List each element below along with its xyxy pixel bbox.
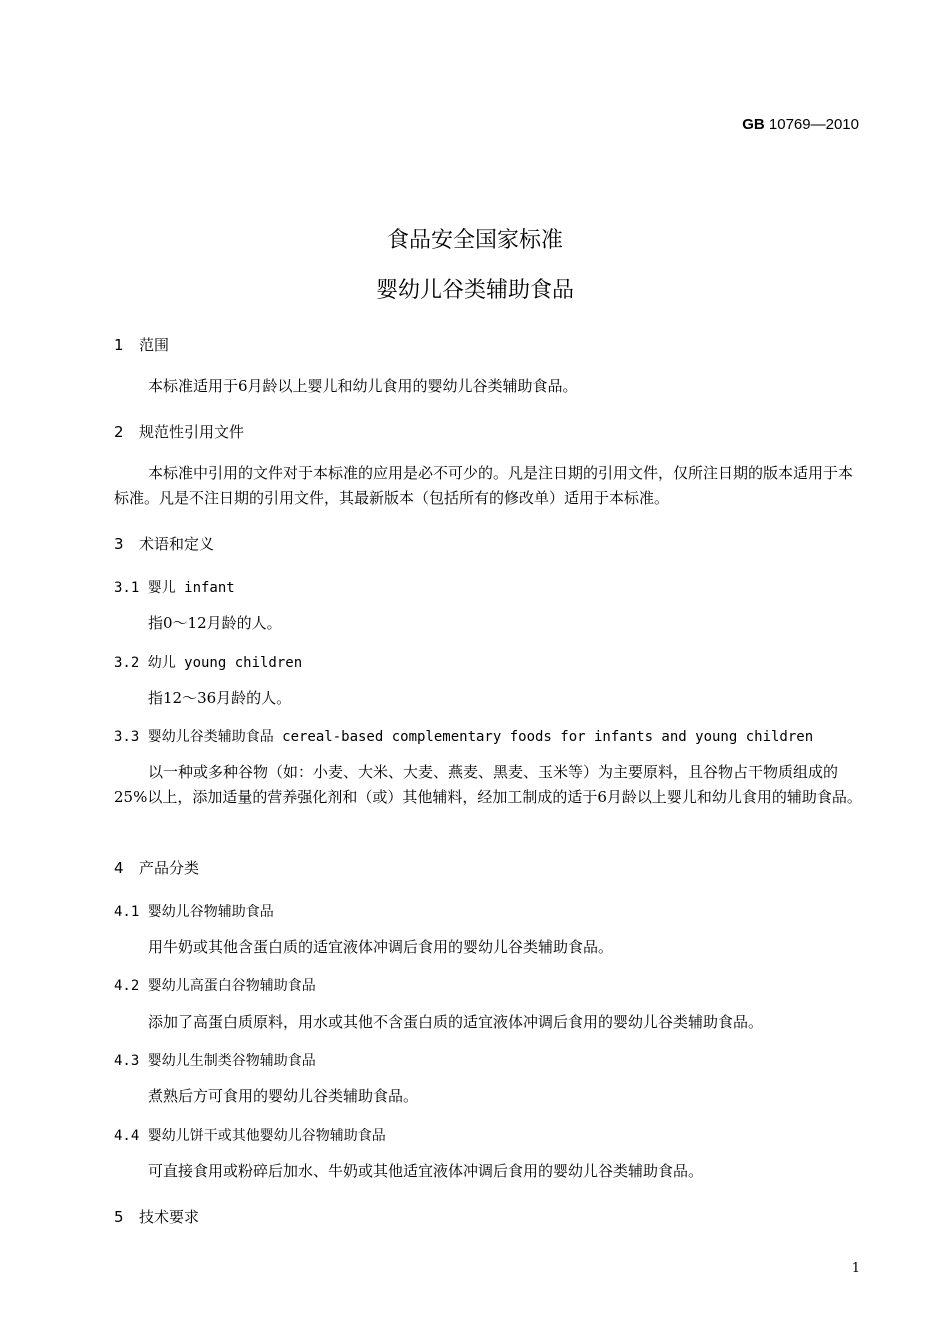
section-3-3-text: 以一种或多种谷物（如：小麦、大米、大麦、燕麦、黑麦、玉米等）为主要原料，且谷物占干物质组成的25%以上，添加适量的营养强化剂和（或）其他辅料，经加工制成的适于6月龄以上婴儿和幼儿食用的辅助食品。 [114,763,862,806]
section-5-heading: 5 技术要求 [114,1208,200,1226]
document-title: 食品安全国家标准 [386,228,563,253]
section-4-4-text: 可直接食用或粉碎后加水、牛奶或其他适宜液体冲调后食用的婴幼儿谷类辅助食品。 [148,1162,704,1180]
section-3-1-heading: 3.1 婴儿 infant [114,580,235,596]
section-4-2-heading: 4.2 婴幼儿高蛋白谷物辅助食品 [114,978,316,994]
section-4-heading: 4 产品分类 [114,859,200,877]
section-2-heading: 2 规范性引用文件 [114,423,245,441]
section-4-1-text: 用牛奶或其他含蛋白质的适宜液体冲调后食用的婴幼儿谷类辅助食品。 [148,938,614,956]
page-number: 1 [851,1261,860,1276]
document-subtitle: 婴幼儿谷类辅助食品 [375,278,574,303]
section-3-2-heading: 3.2 幼儿 young children [114,655,303,671]
standard-number: GB 10769—2010 [742,116,859,133]
section-3-3-heading: 3.3 婴幼儿谷类辅助食品 cereal-based complementary foods for infants and young children [114,729,814,745]
section-3-1-text: 指0～12月龄的人。 [148,614,282,632]
section-4-3-text: 煮熟后方可食用的婴幼儿谷类辅助食品。 [148,1087,419,1105]
section-4-3-heading: 4.3 婴幼儿生制类谷物辅助食品 [114,1053,316,1069]
section-2-text: 本标准中引用的文件对于本标准的应用是必不可少的。凡是注日期的引用文件，仅所注日期的版本适用于本标准。凡是不注日期的引用文件，其最新版本（包括所有的修改单）适用于本标准。 [114,464,854,507]
section-1-text: 本标准适用于6月龄以上婴儿和幼儿食用的婴幼儿谷类辅助食品。 [148,377,578,395]
section-4-4-heading: 4.4 婴幼儿饼干或其他婴幼儿谷物辅助食品 [114,1128,386,1144]
section-3-2-text: 指12～36月龄的人。 [148,689,292,707]
section-4-1-heading: 4.1 婴幼儿谷物辅助食品 [114,904,274,920]
section-1-heading: 1 范围 [114,336,170,354]
section-4-2-text: 添加了高蛋白质原料，用水或其他不含蛋白质的适宜液体冲调后食用的婴幼儿谷类辅助食品。 [148,1013,764,1031]
section-3-heading: 3 术语和定义 [114,535,215,553]
